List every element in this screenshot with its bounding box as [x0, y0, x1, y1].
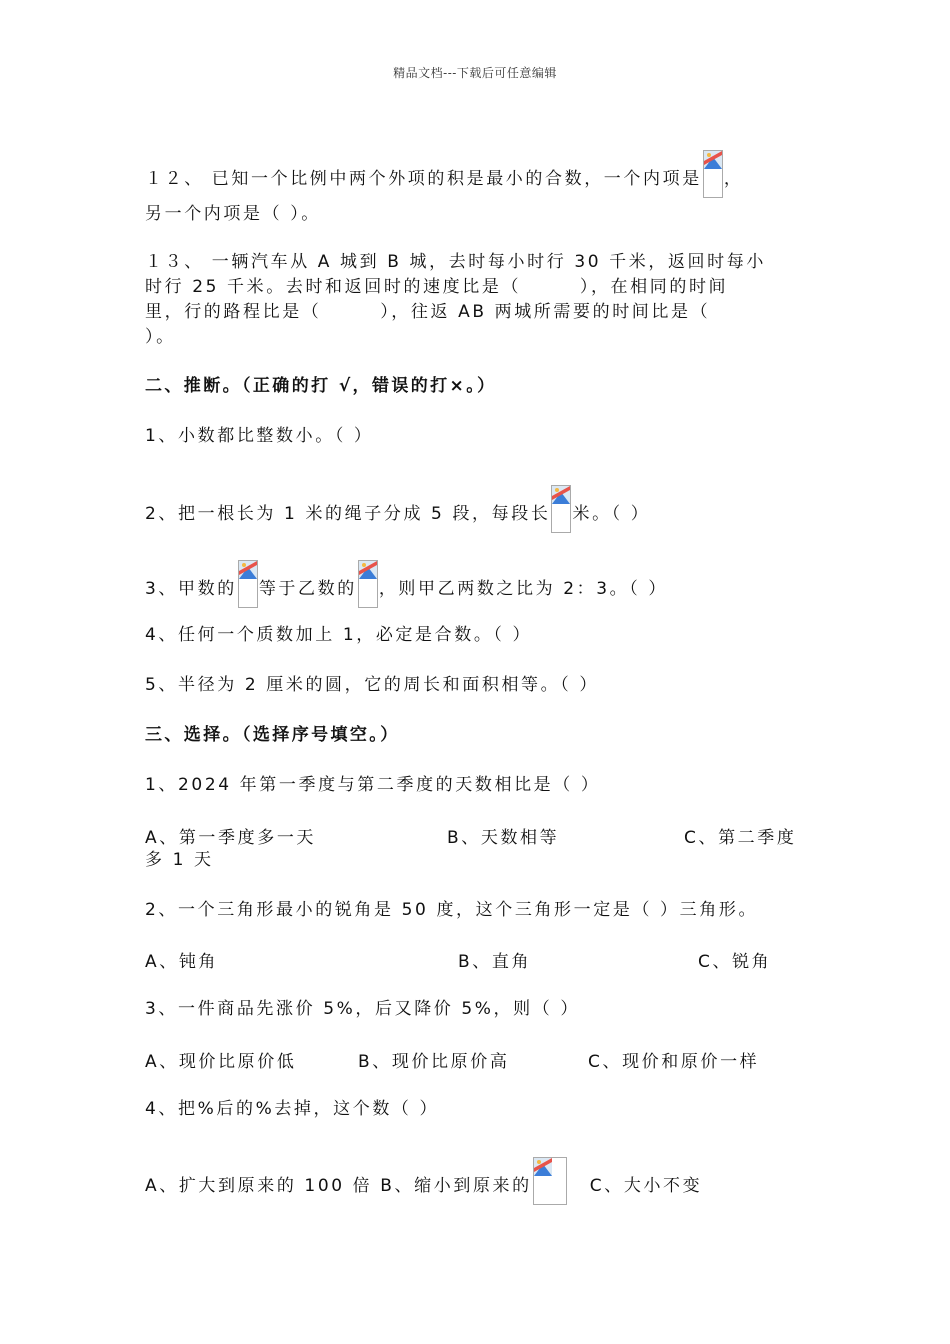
q13-line2: 时行 25 千米。去时和返回时的速度比是（ ），在相同的时间 [145, 277, 729, 297]
choice-q1-option-c-continued: 多 1 天 [145, 850, 214, 870]
judge-q5: 5、半径为 2 厘米的圆，它的周长和面积相等。（ ） [145, 675, 599, 695]
section-2-title: 二、推断。（正确的打 √，错误的打×。） [145, 376, 497, 396]
choice-q4-option-c: C、大小不变 [589, 1176, 703, 1196]
choice-q4-options [145, 1157, 810, 1205]
choice-q1-option-b: B、天数相等 [447, 828, 560, 848]
question-12: １２、 已知一个比例中两个外项的积是最小的合数，一个内项是 ， 另一个内项是（ ）。 [145, 150, 810, 175]
fraction-image-icon [533, 1157, 567, 1205]
fraction-image-icon [703, 150, 723, 198]
choice-q2-option-b: B、直角 [458, 952, 532, 972]
fraction-image-icon [551, 485, 571, 533]
q12-line1: １２、 已知一个比例中两个外项的积是最小的合数，一个内项是 [145, 169, 702, 189]
choice-q1-option-a: A、第一季度多一天 [145, 828, 317, 848]
choice-q3: 3、一件商品先涨价 5%，后又降价 5%，则（ ） [145, 999, 580, 1019]
q13-line1: １３、 一辆汽车从 A 城到 B 城，去时每小时行 30 千米，返回时每小 [145, 252, 766, 272]
section-3-title: 三、选择。（选择序号填空。） [145, 725, 400, 745]
judge-q2: 2、把一根长为 1 米的绳子分成 5 段，每段长 米。（ ） [145, 485, 650, 533]
judge-q1: 1、小数都比整数小。（ ） [145, 426, 374, 446]
choice-q4: 4、把%后的%去掉，这个数（ ） [145, 1099, 440, 1119]
choice-q2: 2、一个三角形最小的锐角是 50 度，这个三角形一定是（ ）三角形。 [145, 900, 759, 920]
choice-q1-options [145, 823, 810, 848]
judge-q4: 4、任何一个质数加上 1，必定是合数。（ ） [145, 625, 533, 645]
choice-q3-option-a: A、现价比原价低 [145, 1052, 297, 1072]
fraction-image-icon [238, 560, 258, 608]
q12-line2: 另一个内项是（ ）。 [145, 204, 321, 224]
question-13 [145, 250, 810, 350]
choice-q1: 1、2024 年第一季度与第二季度的天数相比是（ ） [145, 775, 601, 795]
page-header: 精品文档---下载后可任意编辑 [393, 66, 557, 80]
judge-q3: 3、甲数的 等于乙数的 ，则甲乙两数之比为 2：3。（ ） [145, 560, 668, 608]
choice-q2-option-c: C、锐角 [698, 952, 772, 972]
choice-q2-option-a: A、钝角 [145, 952, 219, 972]
choice-q1-option-c: C、第二季度 [684, 828, 797, 848]
choice-q2-options [145, 947, 810, 972]
choice-q3-option-b: B、现价比原价高 [358, 1052, 510, 1072]
q13-line3: 里，行的路程比是（ ），往返 AB 两城所需要的时间比是（ [145, 302, 711, 322]
choice-q4-option-ab: A、扩大到原来的 100 倍 B、缩小到原来的 [145, 1176, 532, 1196]
choice-q3-option-c: C、现价和原价一样 [588, 1052, 760, 1072]
choice-q3-options [145, 1047, 810, 1072]
q13-line4: ）。 [145, 327, 176, 347]
fraction-image-icon [358, 560, 378, 608]
